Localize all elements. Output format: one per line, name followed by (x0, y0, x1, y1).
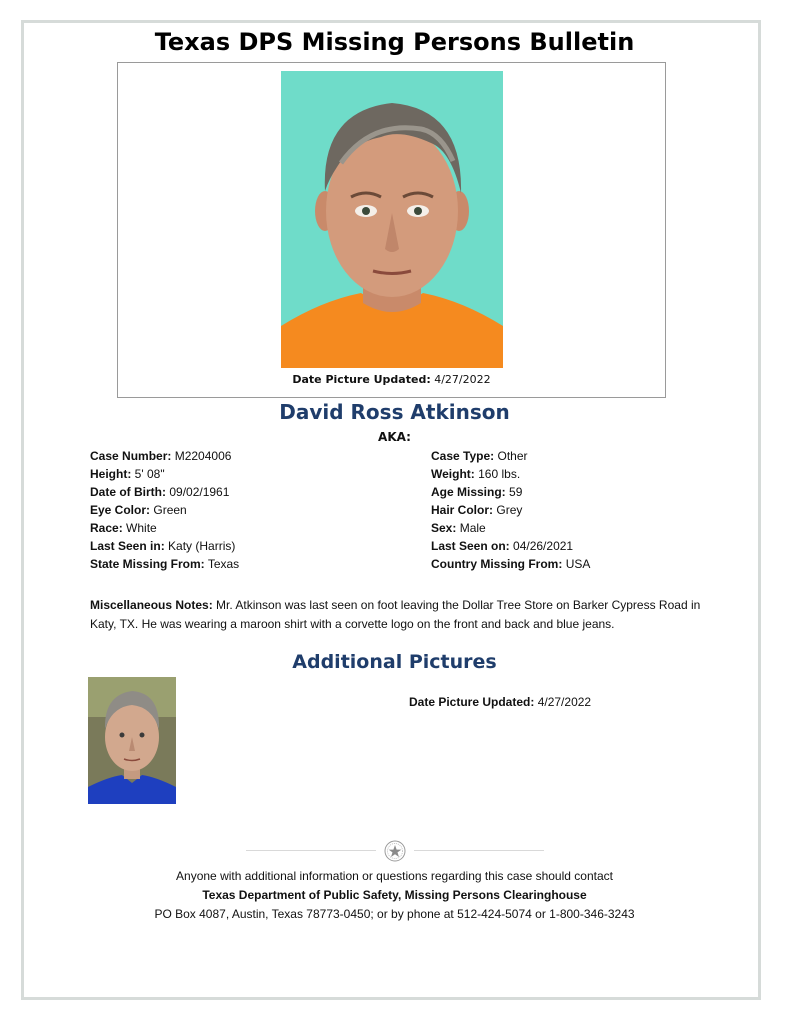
main-photo-box (117, 62, 666, 398)
main-photo-caption-label: Date Picture Updated: (292, 373, 431, 386)
detail-value: Texas (207, 557, 240, 571)
detail-label: Age Missing: (431, 485, 506, 499)
footer-divider-left (246, 850, 376, 851)
detail-label: Case Type: (431, 449, 495, 463)
main-photo-caption (118, 373, 665, 386)
footer-divider-right (414, 850, 544, 851)
detail-label: Race: (90, 521, 123, 535)
detail-label: Weight: (431, 467, 475, 481)
detail-row (431, 519, 590, 537)
details-right-column (431, 447, 590, 573)
detail-value: Green (153, 503, 187, 517)
additional-photo-caption-label: Date Picture Updated: (409, 695, 535, 709)
detail-value: Male (459, 521, 486, 535)
detail-value: Grey (496, 503, 523, 517)
detail-label: Last Seen on: (431, 539, 510, 553)
detail-value: 5' 08" (134, 467, 165, 481)
detail-label: Last Seen in: (90, 539, 165, 553)
main-photo-caption-value: 4/27/2022 (434, 373, 491, 386)
detail-value: M2204006 (174, 449, 232, 463)
details-left-column (90, 447, 239, 573)
contact-line-intro: Anyone with additional information or questions regarding this case should contact (176, 869, 613, 883)
contact-block (0, 867, 789, 924)
additional-photo-caption-value: 4/27/2022 (537, 695, 592, 709)
main-photo-portrait (281, 71, 503, 368)
texas-star-seal-icon (384, 840, 406, 862)
contact-address-phone: PO Box 4087, Austin, Texas 78773-0450; or by phone at 512-424-5074 or 1-800-346-3243 (154, 907, 635, 921)
detail-label: Eye Color: (90, 503, 151, 517)
detail-row (90, 447, 239, 465)
detail-row (90, 519, 239, 537)
misc-notes (90, 596, 730, 634)
aka-label: AKA: (378, 430, 411, 444)
additional-photo (88, 677, 176, 804)
detail-label: Case Number: (90, 449, 172, 463)
person-name: David Ross Atkinson (279, 400, 510, 424)
detail-value: 09/02/1961 (169, 485, 230, 499)
detail-row (90, 501, 239, 519)
detail-label: Height: (90, 467, 132, 481)
additional-photo-portrait (88, 677, 176, 804)
main-photo (281, 71, 503, 368)
detail-label: Sex: (431, 521, 457, 535)
misc-notes-label: Miscellaneous Notes: (90, 598, 213, 612)
detail-row (431, 555, 590, 573)
detail-row (431, 465, 590, 483)
detail-value: 59 (509, 485, 523, 499)
detail-row (431, 501, 590, 519)
detail-value: USA (565, 557, 591, 571)
detail-value: 04/26/2021 (513, 539, 574, 553)
detail-row (431, 447, 590, 465)
additional-photo-caption (409, 695, 591, 709)
detail-label: Hair Color: (431, 503, 494, 517)
detail-value: Other (497, 449, 528, 463)
detail-value: White (126, 521, 157, 535)
additional-pictures-heading: Additional Pictures (292, 651, 497, 673)
detail-label: State Missing From: (90, 557, 205, 571)
detail-row (90, 555, 239, 573)
detail-value: Katy (Harris) (168, 539, 236, 553)
detail-row (431, 483, 590, 501)
detail-row (90, 483, 239, 501)
detail-value: 160 lbs. (478, 467, 521, 481)
detail-row (90, 537, 239, 555)
detail-row (90, 465, 239, 483)
contact-organization: Texas Department of Public Safety, Missing Persons Clearinghouse (202, 888, 587, 902)
detail-label: Country Missing From: (431, 557, 563, 571)
bulletin-title: Texas DPS Missing Persons Bulletin (154, 28, 635, 56)
detail-row (431, 537, 590, 555)
misc-notes-text: Mr. Atkinson was last seen on foot leaving the Dollar Tree Store on Barker Cypress Road in Katy, TX. He was wearing a maroon shirt with a corvette logo on the front and back and blue jeans. (90, 598, 701, 631)
detail-label: Date of Birth: (90, 485, 166, 499)
